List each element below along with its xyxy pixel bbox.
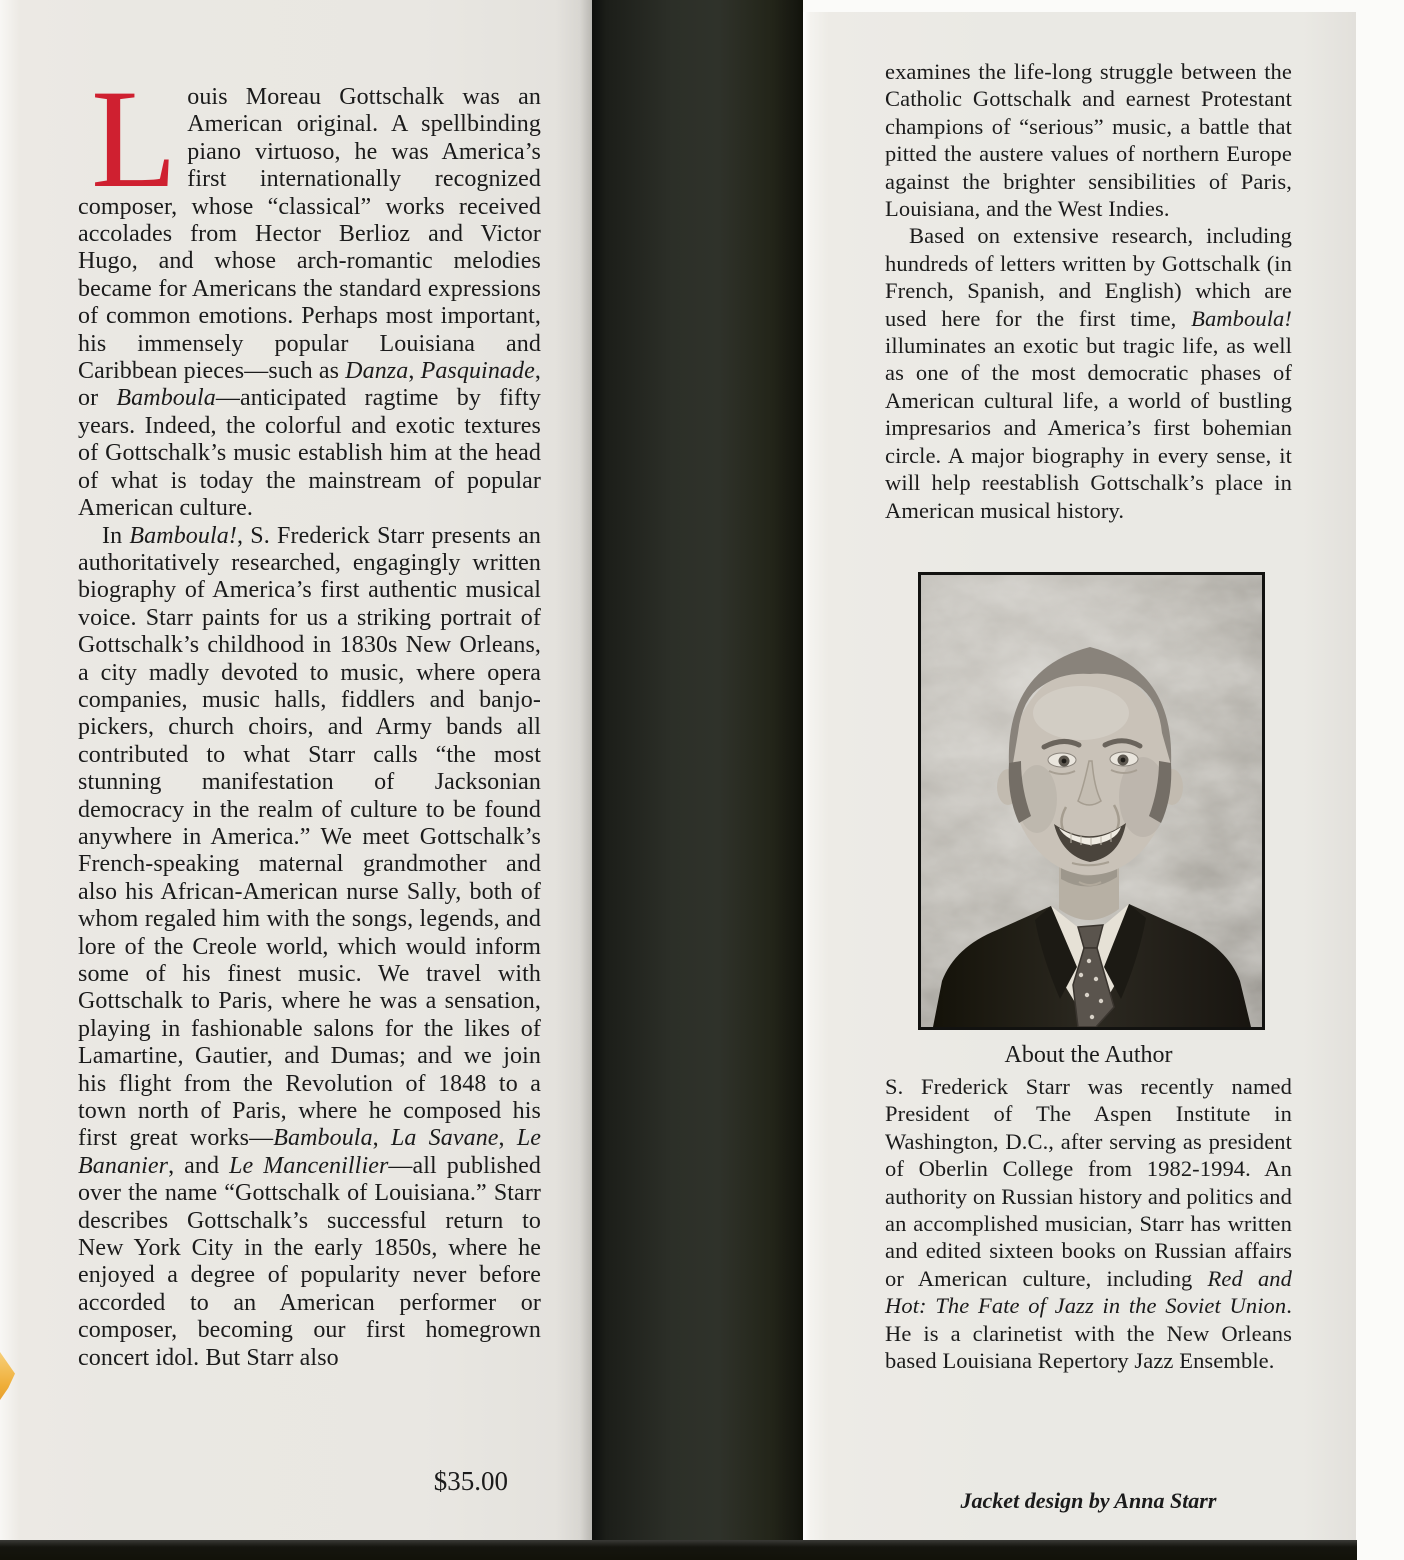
author-portrait-image (921, 575, 1262, 1027)
right-flap (803, 12, 1356, 1542)
about-text (885, 1073, 1292, 1374)
drop-cap: L (91, 61, 178, 217)
price: $35.00 (433, 1466, 508, 1496)
flap-paragraph: examines the life-long struggle between the Catholic Gottschalk and earnest Protestant champions of “serious” music, a battle that pitted the austere values of northern Europe against the brighter sensibilities of Paris, Louisiana, and the West Indies. (885, 59, 1292, 222)
right-flap-text (885, 58, 1292, 524)
paragraph-body: ouis Moreau Gottschalk was an American original. A spellbinding piano virtuoso, he was America’s first internationally recognized composer, whose “classical” works received accolades from Hector Berlioz and Victor Hugo, and whose arch-romantic melodies became for Americans the standard expressions of common emotions. Perhaps most important, his immensely popular Louisiana and Caribbean pieces—such as Danza, Pasquinade, or Bamboula—anticipated ragtime by fifty years. Indeed, the colorful and exotic textures of Gottschalk’s music establish him at the head of what is today the mainstream of popular American culture. (78, 84, 541, 522)
flap-paragraph: Based on extensive research, including hundreds of letters written by Gottschalk (in French, Spanish, and English) which are used here for the first time, Bamboula! illuminates an exotic but tragic life, as well as one of the most democratic phases of American cultural life, a world of bustling impresarios and America’s first bohemian circle. A major biography in every sense, it will help reestablish Gottschalk’s place in American musical history. (885, 223, 1292, 523)
flap-paragraph (78, 61, 541, 523)
flap-paragraph: S. Frederick Starr was recently named President of The Aspen Institute in Washington, D.C., after serving as president of Oberlin College from 1982-1994. An authority on Russian history and politics and an accomplished musician, Starr has written and edited sixteen books on Russian affairs or American culture, including Red and Hot: The Fate of Jazz in the Soviet Union. He is a clarinetist with the New Orleans based Louisiana Repertory Jazz Ensemble. (885, 1074, 1292, 1374)
flap-paragraph: In Bamboula!, S. Frederick Starr presents an authoritatively researched, engagingly written biography of America’s first authentic musical voice. Starr paints for us a striking portrait of Gottschalk’s childhood in 1830s New Orleans, a city madly devoted to music, where opera companies, music halls, fiddlers and banjo-pickers, church choirs, and Army bands all contributed to what Starr calls “the most stunning manifestation of Jacksonian democracy in the realm of culture to be found anywhere in America.” We meet Gottschalk’s French-speaking maternal grandmother and also his African-American nurse Sally, both of whom regaled him with the songs, legends, and lore of the Creole world, which would inform some of his finest music. We travel with Gottschalk to Paris, where he was a sensation, playing in fashionable salons for the likes of Lamartine, Gautier, and Dumas; and we join his flight from the Revolution of 1848 to a town north of Paris, where he composed his first great works—Bamboula, La Savane, Le Bananier, and Le Mancenillier—all published over the name “Gottschalk of Louisiana.” Starr describes Gottschalk’s successful return to New York City in the early 1850s, where he enjoyed a degree of popularity never before accorded to an American performer or composer, becoming our first homegrown concert idol. But Starr also (78, 522, 542, 1371)
author-photo (918, 572, 1265, 1030)
cover-art-sliver (0, 1352, 15, 1400)
left-flap-text (78, 61, 542, 1372)
jacket-credit: Jacket design by Anna Starr (960, 1488, 1217, 1513)
spine-band (592, 0, 803, 1560)
left-flap (0, 0, 592, 1541)
about-heading: About the Author (1004, 1042, 1173, 1068)
bottom-edge (0, 1540, 1357, 1560)
